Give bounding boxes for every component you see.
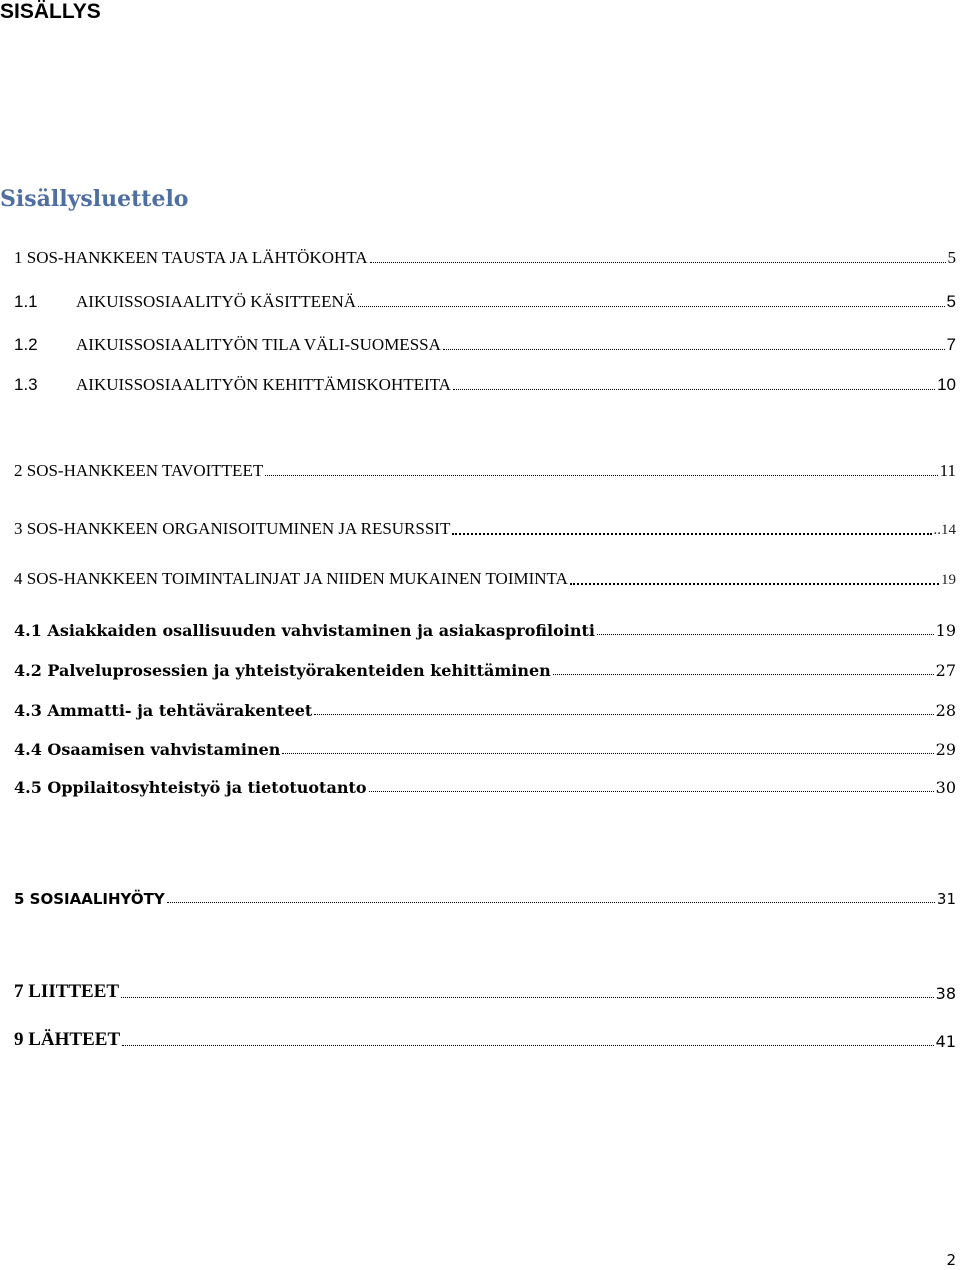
toc-entry-number: 4.3 xyxy=(14,701,42,720)
dot-leader xyxy=(452,532,931,535)
toc-entry-title: LÄHTEET xyxy=(28,1029,121,1050)
dot-leader xyxy=(370,261,946,263)
toc-entry-page: 31 xyxy=(936,890,956,908)
toc-entry[interactable] xyxy=(14,329,956,355)
toc-entry-number: 9 xyxy=(14,1029,24,1050)
toc-entry-page: 29 xyxy=(935,740,956,759)
dot-leader xyxy=(570,582,939,585)
toc-entry-title: LIITTEET xyxy=(28,981,120,1002)
toc-entry-number: 5 xyxy=(14,890,25,908)
toc-heading: Sisällysluettelo xyxy=(0,186,189,212)
toc-entry-page: 11 xyxy=(939,461,956,480)
toc-entry-title: SOS-HANKKEEN TAVOITTEET xyxy=(26,461,264,480)
dot-leader xyxy=(122,1044,934,1046)
toc-entry-number: 4 xyxy=(14,569,23,588)
dot-leader xyxy=(358,305,945,307)
toc-entry-page: 7 xyxy=(946,335,956,354)
toc-entry[interactable] xyxy=(14,882,956,908)
toc-entry-number: 4.5 xyxy=(14,778,42,797)
toc-entry-title: SOS-HANKKEEN TAUSTA JA LÄHTÖKOHTA xyxy=(26,248,368,267)
toc-entry-title: Palveluprosessien ja yhteistyörakenteiden kehittäminen xyxy=(47,661,551,680)
toc-entry-page: 19 xyxy=(935,621,956,640)
toc-entry[interactable] xyxy=(14,654,956,680)
dot-leader xyxy=(282,752,933,754)
toc-entry[interactable] xyxy=(14,614,956,640)
toc-entry[interactable] xyxy=(14,242,956,268)
toc-entry[interactable] xyxy=(14,286,956,312)
toc-entry-number: 4.4 xyxy=(14,740,42,759)
toc-entry-number: 1.2 xyxy=(14,335,38,354)
toc-entry[interactable] xyxy=(14,733,956,759)
toc-entry-number: 4.2 xyxy=(14,661,42,680)
page-title: SISÄLLYS xyxy=(0,0,101,23)
dot-leader xyxy=(443,348,945,350)
toc-entry-page: 27 xyxy=(935,661,956,680)
toc-entry-number: 7 xyxy=(14,981,24,1002)
dot-leader xyxy=(369,790,934,792)
toc-entry[interactable] xyxy=(14,513,956,539)
toc-entry-number: 3 xyxy=(14,519,23,538)
toc-entry-page: 5 xyxy=(947,248,956,267)
toc-entry-number: 4.1 xyxy=(14,621,42,640)
toc-entry-page: 10 xyxy=(937,375,956,394)
toc-entry[interactable] xyxy=(14,563,956,589)
toc-entry-title: Asiakkaiden osallisuuden vahvistaminen ja asiakasprofilointi xyxy=(47,621,595,640)
toc-entry-title: AIKUISSOSIAALITYÖN TILA VÄLI-SUOMESSA xyxy=(76,335,441,354)
toc-entry-page: 5 xyxy=(946,292,956,311)
toc-entry-title: SOS-HANKKEEN TOIMINTALINJAT JA NIIDEN MUKAINEN TOIMINTA xyxy=(26,569,568,588)
toc-entry[interactable] xyxy=(14,977,956,1003)
dot-leader xyxy=(453,388,935,390)
dot-leader xyxy=(167,901,935,903)
dot-leader xyxy=(265,474,937,476)
dot-leader xyxy=(121,996,934,998)
toc-entry-page: 19 xyxy=(941,572,956,588)
toc-entry-number: 2 xyxy=(14,461,23,480)
toc-entry-page: 38 xyxy=(935,984,956,1003)
page-number: 2 xyxy=(946,1251,956,1269)
toc-entry-page: ..14 xyxy=(933,522,956,538)
toc-entry[interactable] xyxy=(14,369,956,395)
toc-entry-number: 1.1 xyxy=(14,292,38,311)
toc-entry-number: 1.3 xyxy=(14,375,38,394)
dot-leader xyxy=(314,713,933,715)
toc-entry-title: AIKUISSOSIAALITYÖN KEHITTÄMISKOHTEITA xyxy=(76,375,451,394)
toc-entry-page: 28 xyxy=(935,701,956,720)
dot-leader xyxy=(597,633,934,635)
toc-entry-page: 30 xyxy=(935,778,956,797)
toc-entry-title: Osaamisen vahvistaminen xyxy=(47,740,281,759)
toc-entry-number: 1 xyxy=(14,248,23,267)
toc-entry-title: Oppilaitosyhteistyö ja tietotuotanto xyxy=(47,778,367,797)
toc-entry[interactable] xyxy=(14,771,956,797)
toc-entry-title: SOS-HANKKEEN ORGANISOITUMINEN JA RESURSSIT xyxy=(26,519,451,538)
toc-entry-title: AIKUISSOSIAALITYÖ KÄSITTEENÄ xyxy=(76,292,357,311)
toc-entry-title: Ammatti- ja tehtävärakenteet xyxy=(47,701,313,720)
dot-leader xyxy=(553,673,934,675)
toc-entry[interactable] xyxy=(14,694,956,720)
toc-entry[interactable] xyxy=(14,1025,956,1051)
toc-entry-title: SOSIAALIHYÖTY xyxy=(29,890,165,908)
toc-entry[interactable] xyxy=(14,455,956,481)
toc-entry-page: 41 xyxy=(935,1032,956,1051)
